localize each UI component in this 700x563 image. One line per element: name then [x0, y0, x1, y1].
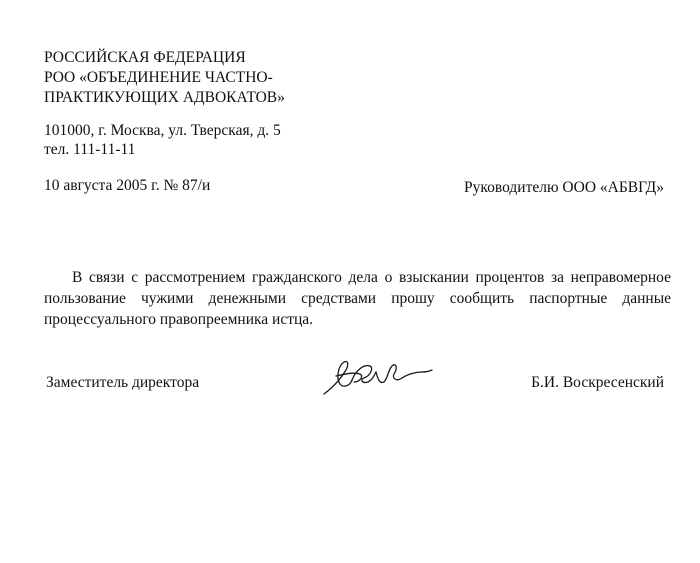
org-line-3: ПРАКТИКУЮЩИХ АДВОКАТОВ»	[44, 89, 285, 106]
phone: тел. 111-11-11	[44, 141, 136, 158]
body-paragraph: В связи с рассмотрением гражданского дела о взыскании процентов за неправомерное пользование чужими денежными средствами прошу сообщить паспортные данные процессуального правопреемника истца.	[44, 269, 671, 328]
date-reference: 10 августа 2005 г. № 87/и	[44, 177, 211, 194]
address: 101000, г. Москва, ул. Тверская, д. 5	[44, 122, 281, 139]
letter-body	[44, 267, 671, 330]
recipient: Руководителю ООО «АБВГД»	[464, 179, 664, 196]
org-line-1: РОССИЙСКАЯ ФЕДЕРАЦИЯ	[44, 49, 246, 66]
org-line-2: РОО «ОБЪЕДИНЕНИЕ ЧАСТНО-	[44, 69, 273, 86]
signer-position: Заместитель директора	[46, 374, 200, 391]
handwritten-signature	[322, 356, 434, 400]
signer-name: Б.И. Воскресенский	[531, 374, 664, 391]
